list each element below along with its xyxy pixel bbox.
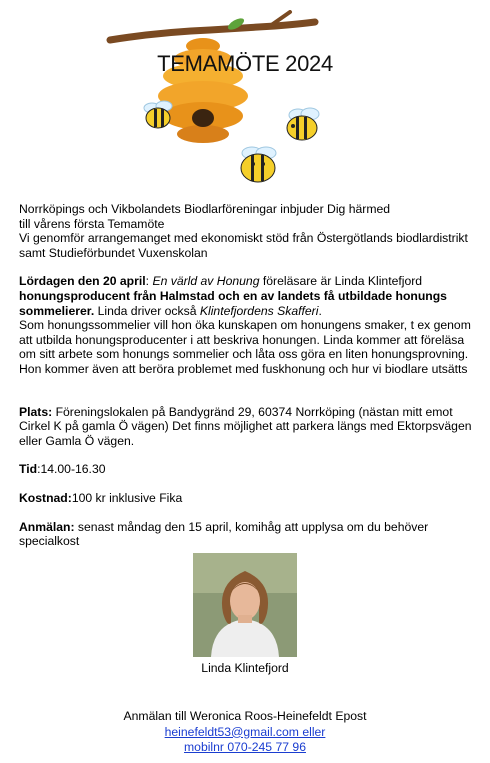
phone-link[interactable]: mobilnr 070-245 77 96 bbox=[184, 740, 306, 754]
contact-line: Anmälan till Weronica Roos-Heinefeldt Epost bbox=[123, 709, 367, 723]
event-heading: Lördagen den 20 april: En värld av Honung föreläsare är Linda Klintefjord bbox=[19, 274, 423, 289]
description-line: Hon kommer även att beröra problemet med fuskhonung och hur vi biodlare utsätts bbox=[19, 361, 468, 376]
description-line: om sitt arbete som honungs sommelier och låta oss göra en liten honungsprovning. bbox=[19, 347, 469, 362]
branch-icon bbox=[110, 22, 315, 40]
event-date: Lördagen den 20 april bbox=[19, 274, 146, 289]
signup-info: Anmälan: senast måndag den 15 april, komihåg att upplysa om du behöver specialkost bbox=[19, 519, 429, 549]
event-title: TEMAMÖTE 2024 bbox=[157, 51, 333, 76]
invitation-body bbox=[19, 202, 479, 549]
business-name: Klintefjordens Skafferi bbox=[199, 303, 319, 318]
photo-caption: Linda Klintefjord bbox=[201, 661, 289, 675]
contact-footer bbox=[0, 709, 490, 756]
speaker-lead: föreläsare är Linda Klintefjord bbox=[259, 274, 423, 289]
email-link[interactable]: heinefeldt53@gmail.com eller bbox=[164, 724, 326, 739]
bee-icon bbox=[144, 101, 172, 128]
place-info: Plats: Föreningslokalen på Bandygränd 29, 60374 Norrköping (nästan mitt emot Cirkel K på gamla Ö vägen) Det finns möjlighet att parkera längs med Ektorpsvägen eller Gamla Ö vägen. bbox=[19, 404, 472, 448]
bee-icon bbox=[287, 108, 319, 140]
intro-line: Vi genomför arrangemanget med ekonomiskt stöd från Östergötlands biodlardistrikt bbox=[19, 231, 468, 246]
speaker-bio: honungsproducent från Halmstad och en av landets få utbildade honungs sommelierer. Linda driver också Klintefjordens Skafferi. bbox=[19, 288, 447, 318]
description-line: att utbilda honungsproducenter i att beskriva honungen. Linda kommer att föreläsa bbox=[19, 332, 465, 347]
description-line: Som honungssommelier vill hon öka kunskapen om honungens smaker, t ex genom bbox=[19, 318, 471, 333]
event-topic: En värld av Honung bbox=[152, 274, 260, 289]
intro-line: till vårens första Temamöte bbox=[19, 216, 165, 231]
time-info: Tid:14.00-16.30 bbox=[19, 462, 106, 477]
intro-line: samt Studieförbundet Vuxenskolan bbox=[19, 245, 208, 260]
speaker-photo bbox=[193, 553, 297, 657]
beehive-illustration bbox=[100, 10, 390, 195]
intro-line: Norrköpings och Vikbolandets Biodlarföreningar inbjuder Dig härmed bbox=[19, 202, 391, 216]
bee-icon bbox=[241, 147, 276, 182]
cost-info: Kostnad:100 kr inklusive Fika bbox=[19, 490, 183, 505]
